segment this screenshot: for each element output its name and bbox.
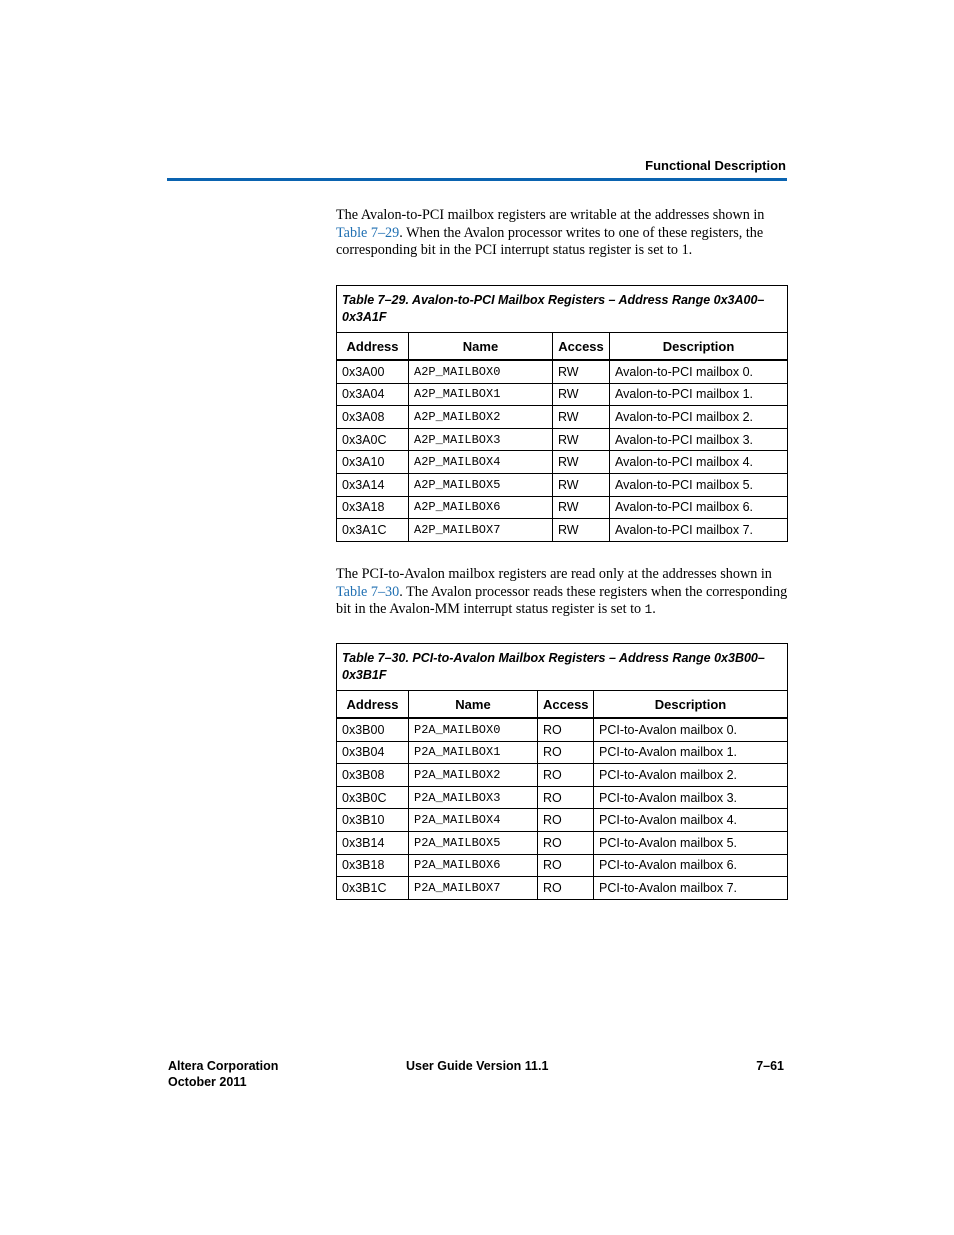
intro-paragraph-2 (336, 566, 788, 620)
table-row (337, 809, 788, 832)
description-cell: Avalon-to-PCI mailbox 5. (610, 473, 788, 496)
table-row (337, 360, 788, 383)
paragraph-text: . (652, 601, 656, 617)
description-cell: Avalon-to-PCI mailbox 4. (610, 451, 788, 474)
address-cell: 0x3A1C (337, 519, 409, 542)
access-cell: RW (553, 406, 610, 429)
description-cell: Avalon-to-PCI mailbox 7. (610, 519, 788, 542)
access-cell: RW (553, 428, 610, 451)
address-cell: 0x3A0C (337, 428, 409, 451)
description-cell: PCI-to-Avalon mailbox 3. (594, 786, 788, 809)
column-header: Access (553, 333, 610, 361)
table-7-29 (336, 285, 788, 542)
address-cell: 0x3B0C (337, 786, 409, 809)
footer-company: Altera Corporation (168, 1059, 279, 1073)
name-cell: P2A_MAILBOX5 (409, 831, 538, 854)
access-cell: RW (553, 473, 610, 496)
paragraph-text: The PCI-to-Avalon mailbox registers are read only at the addresses shown in (336, 566, 772, 582)
table-row (337, 741, 788, 764)
footer-page-number: 7–61 (756, 1059, 784, 1073)
address-cell: 0x3B1C (337, 877, 409, 900)
page-header-title: Functional Description (645, 158, 786, 173)
description-cell: Avalon-to-PCI mailbox 3. (610, 428, 788, 451)
address-cell: 0x3A00 (337, 360, 409, 383)
description-cell: PCI-to-Avalon mailbox 7. (594, 877, 788, 900)
description-cell: PCI-to-Avalon mailbox 2. (594, 764, 788, 787)
name-cell: A2P_MAILBOX3 (409, 428, 553, 451)
intro-paragraph-1 (336, 207, 788, 260)
table-caption: Table 7–29. Avalon-to-PCI Mailbox Registers – Address Range 0x3A00–0x3A1F (337, 286, 788, 333)
name-cell: A2P_MAILBOX5 (409, 473, 553, 496)
address-cell: 0x3A10 (337, 451, 409, 474)
table-row (337, 496, 788, 519)
description-cell: Avalon-to-PCI mailbox 6. (610, 496, 788, 519)
table-caption: Table 7–30. PCI-to-Avalon Mailbox Registers – Address Range 0x3B00–0x3B1F (337, 644, 788, 691)
header-rule (167, 178, 787, 181)
table-row (337, 854, 788, 877)
address-cell: 0x3B00 (337, 718, 409, 741)
address-cell: 0x3A08 (337, 406, 409, 429)
table-row (337, 473, 788, 496)
name-cell: A2P_MAILBOX0 (409, 360, 553, 383)
description-cell: PCI-to-Avalon mailbox 6. (594, 854, 788, 877)
paragraph-text: The Avalon-to-PCI mailbox registers are writable at the addresses shown in (336, 207, 765, 223)
address-cell: 0x3A14 (337, 473, 409, 496)
column-header: Name (409, 691, 538, 719)
column-header: Address (337, 333, 409, 361)
table-row (337, 718, 788, 741)
table-row (337, 786, 788, 809)
table-row (337, 831, 788, 854)
description-cell: PCI-to-Avalon mailbox 5. (594, 831, 788, 854)
table-7-29-link[interactable]: Table 7–29 (336, 224, 400, 241)
description-cell: PCI-to-Avalon mailbox 1. (594, 741, 788, 764)
paragraph-text: . The Avalon processor reads these registers when the corresponding bit in the Avalon-MM interrupt status register is set to (336, 583, 788, 617)
access-cell: RW (553, 451, 610, 474)
address-cell: 0x3B04 (337, 741, 409, 764)
table-row (337, 406, 788, 429)
name-cell: P2A_MAILBOX6 (409, 854, 538, 877)
paragraph-text: . When the Avalon processor writes to one of these registers, the corresponding bit in the PCI interrupt status register is set to 1. (336, 224, 764, 258)
table-row (337, 428, 788, 451)
access-cell: RO (538, 741, 594, 764)
name-cell: P2A_MAILBOX1 (409, 741, 538, 764)
address-cell: 0x3B10 (337, 809, 409, 832)
description-cell: PCI-to-Avalon mailbox 4. (594, 809, 788, 832)
access-cell: RO (538, 877, 594, 900)
name-cell: A2P_MAILBOX4 (409, 451, 553, 474)
access-cell: RO (538, 831, 594, 854)
access-cell: RO (538, 809, 594, 832)
table-row (337, 451, 788, 474)
name-cell: A2P_MAILBOX6 (409, 496, 553, 519)
footer-date: October 2011 (168, 1074, 247, 1089)
footer-version: User Guide Version 11.1 (406, 1059, 549, 1073)
column-header: Access (538, 691, 594, 719)
address-cell: 0x3B08 (337, 764, 409, 787)
column-header: Description (610, 333, 788, 361)
name-cell: A2P_MAILBOX2 (409, 406, 553, 429)
name-cell: P2A_MAILBOX7 (409, 877, 538, 900)
description-cell: Avalon-to-PCI mailbox 1. (610, 383, 788, 406)
address-cell: 0x3B14 (337, 831, 409, 854)
access-cell: RW (553, 496, 610, 519)
address-cell: 0x3B18 (337, 854, 409, 877)
access-cell: RW (553, 360, 610, 383)
name-cell: P2A_MAILBOX0 (409, 718, 538, 741)
table-row (337, 877, 788, 900)
name-cell: P2A_MAILBOX4 (409, 809, 538, 832)
inline-code: 1 (644, 603, 653, 617)
description-cell: Avalon-to-PCI mailbox 2. (610, 406, 788, 429)
name-cell: A2P_MAILBOX7 (409, 519, 553, 542)
access-cell: RO (538, 854, 594, 877)
column-header: Address (337, 691, 409, 719)
footer-left (168, 1059, 278, 1090)
description-cell: PCI-to-Avalon mailbox 0. (594, 718, 788, 741)
column-header: Name (409, 333, 553, 361)
description-cell: Avalon-to-PCI mailbox 0. (610, 360, 788, 383)
address-cell: 0x3A04 (337, 383, 409, 406)
name-cell: A2P_MAILBOX1 (409, 383, 553, 406)
column-header: Description (594, 691, 788, 719)
access-cell: RW (553, 519, 610, 542)
table-row (337, 383, 788, 406)
table-row (337, 764, 788, 787)
access-cell: RO (538, 764, 594, 787)
address-cell: 0x3A18 (337, 496, 409, 519)
table-7-30 (336, 643, 788, 900)
table-7-30-link[interactable]: Table 7–30 (336, 583, 400, 600)
access-cell: RO (538, 786, 594, 809)
name-cell: P2A_MAILBOX3 (409, 786, 538, 809)
table-row (337, 519, 788, 542)
name-cell: P2A_MAILBOX2 (409, 764, 538, 787)
access-cell: RW (553, 383, 610, 406)
access-cell: RO (538, 718, 594, 741)
